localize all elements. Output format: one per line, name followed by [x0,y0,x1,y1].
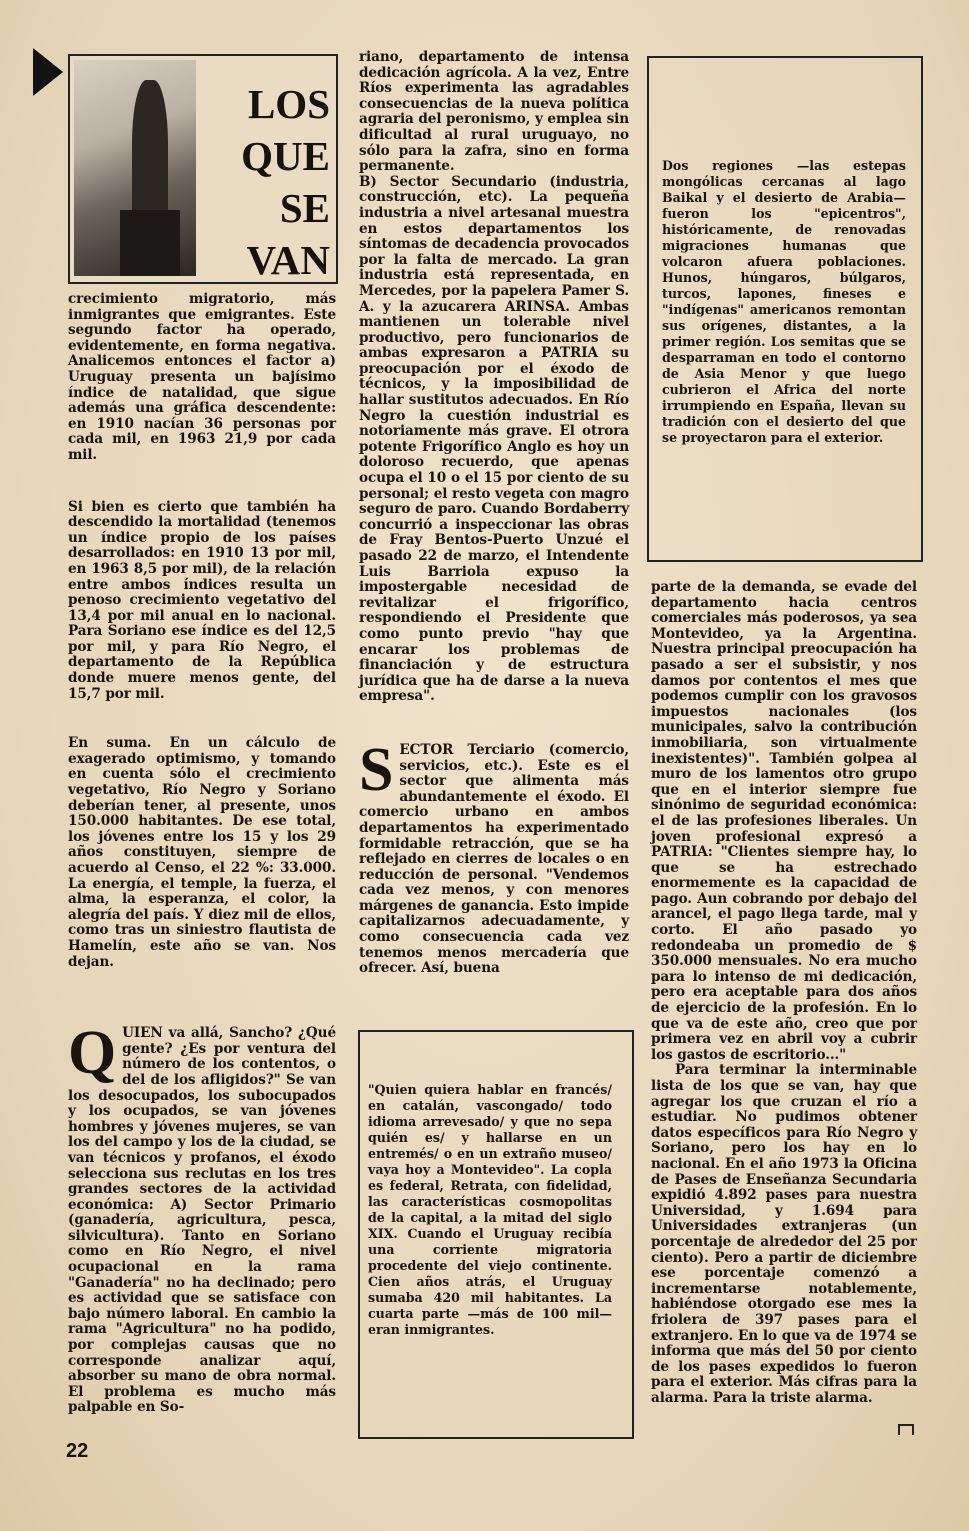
sidebar-box-text: Dos regiones —las estepas mongólicas cercanas al lago Baikal y el desierto de Arabia— fueron los "epicentros", históricamente, de renovadas migraciones humanas que volcaron afuera poblaciones. Hunos, húngaros, búlgaros, turcos, lapones, fineses e "indígenas" americanos remontan sus orígenes, distantes, a la primer región. Los semitas que se desparraman en todo el contorno de Asia Menor y que luego cubrieron el Africa del norte irrumpiendo en España, llevan su tradición con el desierto del que se proyectaron para el exterior. [662,158,906,445]
paragraph: riano, departamento de intensa dedicación agrícola. A la vez, Entre Ríos experimenta las agradables consecuencias de la nueva política agraria del peronismo, y emplea sin dificultad al rural uruguayo, no sólo para la zafra, sino en forma permanente. [359,49,629,175]
drop-cap: Q [68,1019,117,1088]
paragraph: Para terminar la interminable lista de los que se van, hay que agregar los que cruzan el río a estudiar. No pudimos obtener datos específicos para Río Negro y Soriano, pero los hay en lo nacional. En el año 1973 la Oficina de Pases de Enseñanza Secundaria expidió 4.892 pases para nuestra Universidad, y 1.694 para Universidades extranjeras (un porcentaje de alrededor del 25 por ciento). Pero a partir de diciembre ese porcentaje comenzó a incrementarse notablemente, habiéndose otorgado ese mes la friolera de 397 pases para el extranjero. En lo que va de 1974 se informa que más del 50 por ciento de los pases expedidos lo fueron para el exterior. Más cifras para la alarma. Para la triste alarma. [651,1062,917,1406]
paragraph: B) Sector Secundario (industria, construcción, etc). La pequeña industria a nivel artesanal muestra en estos departamentos los síntomas de decadencia provocados por la falta de mercado. La gran industria está representada, en Mercedes, por la papelera Pamer S. A. y la azucarera ARINSA. Ambas mantienen un tolerable nivel productivo, pero funcionarios de ambas expresaron a PATRIA su preocupación por el éxodo de técnicos, y la imposibilidad de hallar sustitutos adecuados. En Río Negro la cuestión industrial es notoriamente más grave. El otrora potente Frigorífico Anglo es hoy un doloroso recuerdo, que apenas ocupa el 10 o el 15 por ciento de su personal; el resto vegeta con magro seguro de paro. Cuando Bordaberry concurrió a inspeccionar las obras de Fray Bentos-Puerto Unzué el pasado 22 de marzo, el Intendente Luis Barriola expuso la impostergable necesidad de revitalizar el frigorífico, respondiendo el Presidente que como punto previo "hay que encarar los problemas de financiación y de estructura jurídica que ha de darse a la nueva empresa". [359,173,629,705]
paragraph-text: UIEN va allá, Sancho? ¿Qué gente? ¿Es por ventura del número de los contentos, o del de los afligidos?" Se van los desocupados, los subocupados y los ocupados, se van jóvenes hombres y jóvenes mujeres, se van los del campo y los de la ciudad, se van técnicos y profanos, el éxodo selecciona sus reclutas en los tres grandes sectores de la actividad económica: A) Sector Primario (ganadería, agricultura, pesca, silvicultura). Tanto en Soriano como en Río Negro, el nivel ocupacional en la rama "Ganadería" no ha declinado; pero es actividad que se satisface con bajo número laboral. En cambio la rama "Agricultura" no ha podido, por complejas causas que no corresponde analizar aquí, absorber su mano de obra normal. El problema es mucho más palpable en So- [68,1025,336,1416]
statue-base [120,210,180,276]
headline-line: QUE [241,133,330,179]
headline-line: VAN [246,237,330,283]
statue-photo [74,60,196,276]
page-number: 22 [66,1440,89,1462]
headline-line: SE [279,185,330,231]
drop-cap: S [359,735,394,804]
headline-line: LOS [247,81,330,127]
headline-title [241,78,330,286]
column-3 [651,580,917,1406]
paragraph-with-dropcap [359,735,629,977]
arrow-marker-icon [33,48,63,96]
paragraph-text: ECTOR Terciario (comercio, servicios, etc.). Este es el sector que alimenta más abundantemente el éxodo. El comercio urbano en ambos departamentos ha experimentado formidable retracción, que se ha reflejado en cierres de locales o en reducción de personal. "Vendemos cada vez menos, y con menores márgenes de ganancia. Esto impide capitalizarnos adecuadamente, y como consecuencia cada vez tenemos menos mercadería que ofrecer. Así, buena [359,741,629,977]
paragraph: crecimiento migratorio, más inmigrantes que emigrantes. Este segundo factor ha operado, evidentemente, en forma negativa. Analicemos entonces el factor a) Uruguay presenta un bajísimo índice de natalidad, que sigue además una gráfica descendente: en 1910 nacían 36 personas por cada mil, en 1963 21,9 por cada mil. [68,291,336,463]
paragraph: parte de la demanda, se evade del departamento hacia centros comerciales más poderosos, ya sea Montevideo, ya la Argentina. Nuestra principal preocupación ha pasado a ser el subsistir, y nos damos por contentos el mes que podemos cumplir con los gravosos impuestos nacionales (los municipales, salvo la contribución inmobiliaria, son virtualmente inexistentes)". También golpea al muro de los lamentos otro grupo que en el interior siempre fue sinónimo de seguridad económica: el de las profesiones liberales. Un joven profesional expresó a PATRIA: "Clientes siempre hay, lo que se ha estrechado enormemente es la capacidad de pago. Aun cobrando por debajo del arancel, el pago llega tarde, mal y corto. El año pasado yo redondeaba un promedio de $ 350.000 mensuales. No era mucho para lo intenso de mi dedicación, pero era aceptable para dos años de ejercicio de la profesión. En lo que va de este año, creo que por primera vez en abril voy a cubrir los gastos de escritorio..." [651,579,917,1063]
paragraph: Si bien es cierto que también ha descendido la mortalidad (tenemos un índice propio de los países desarrollados: en 1910 13 por mil, en 1963 8,5 por mil), de la relación entre ambos índices resulta un penoso crecimiento vegetativo del 13,4 por mil anual en lo nacional. Para Soriano ese índice es del 12,5 por mil, y para Río Negro, el departamento de la República donde muere menos gente, del 15,7 por mil. [68,498,336,702]
column-2 [359,50,629,977]
paragraph-with-dropcap [68,1019,336,1416]
headline-box [68,54,338,284]
paragraph: En suma. En un cálculo de exagerado optimismo, y tomando en cuenta sólo el crecimiento vegetativo, Río Negro y Soriano deberían tener, al presente, unos 150.000 habitantes. De ese total, los jóvenes entre los 15 y los 29 años constituyen, siempre de acuerdo al Censo, el 22 %: 33.000. La energía, el temple, la fuerza, el alma, la esperanza, el color, la alegría del país. Y diez mil de ellos, como tras un siniestro flautista de Hamelín, este año se van. Nos dejan. [68,735,336,970]
end-mark-icon [898,1424,914,1435]
column-1 [68,292,336,1416]
sidebar-box-text: "Quien quiera hablar en francés/ en catalán, vascongado/ todo idioma arrevesado/ y que no sepa quién es/ y hallarse en un entremés/ o en un extraño museo/ vaya hoy a Montevideo". La copla es federal, Retrata, con fidelidad, las características cosmopolitas de la capital, a la mitad del siglo XIX. Cuando el Uruguay recibía una corriente migratoria procedente del viejo continente. Cien años atrás, el Uruguay sumaba 420 mil habitantes. La cuarta parte —más de 100 mil— eran inmigrantes. [368,1082,612,1337]
